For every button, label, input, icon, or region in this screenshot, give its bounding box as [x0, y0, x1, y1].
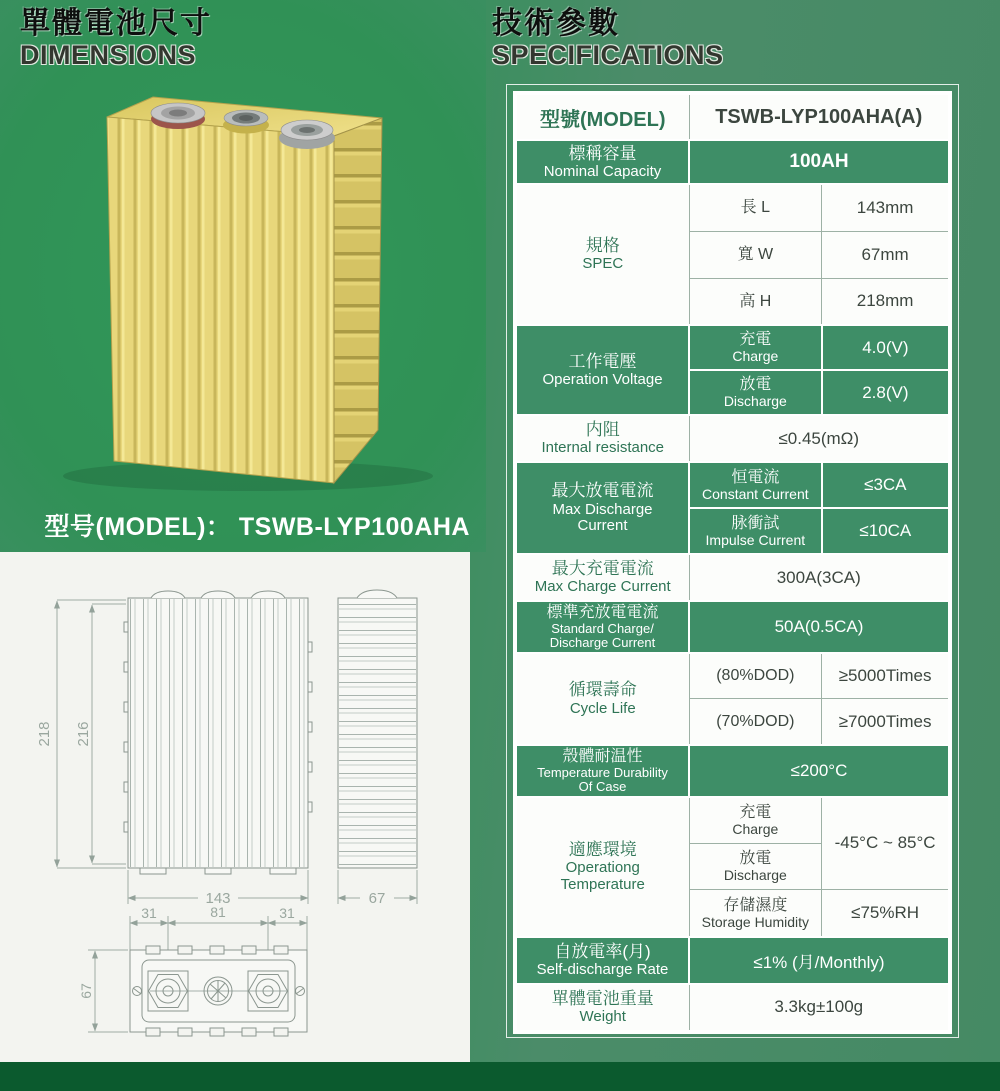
battery-terminal-negative: [151, 103, 205, 129]
voltage-discharge-label: 放電 Discharge: [689, 370, 822, 415]
row-optemp-charge: [515, 797, 950, 844]
specifications-title-en: SPECIFICATIONS: [492, 39, 724, 70]
maxdischarge-label-cell: 最大放電電流 Max Discharge Current: [515, 462, 689, 554]
row-case-temp: [515, 745, 950, 797]
dimension-drawings: [0, 552, 470, 1062]
dim-216: 216: [75, 721, 92, 747]
front-view-drawing: [124, 591, 312, 874]
row-cycle-80: [515, 653, 950, 699]
dim-81: 81: [210, 904, 226, 920]
dimensions-title-zh: 單體電池尺寸: [20, 7, 212, 40]
battery-front-face: [107, 117, 334, 483]
spec-length-label: 長 L: [689, 184, 822, 231]
capacity-label-cell: [515, 140, 689, 184]
bottom-band: [0, 1062, 1000, 1091]
maxcharge-label-cell: 最大充電電流 Max Charge Current: [515, 554, 689, 601]
resistance-label-cell: 内阻 Internal resistance: [515, 415, 689, 462]
row-maxdischarge-constant: [515, 462, 950, 508]
capacity-value-cell: 100AH: [689, 140, 950, 184]
specifications-title-zh: 技術參數: [492, 7, 620, 40]
spec-height-label: 高 H: [689, 278, 822, 325]
spec-table-frame: [506, 84, 959, 1038]
voltage-discharge-value: 2.8(V): [822, 370, 950, 415]
dod70-label: (70%DOD): [689, 699, 822, 745]
dimensions-header: [20, 8, 212, 69]
case-temp-label-cell: 殼體耐温性 Temperature Durability Of Case: [515, 745, 689, 797]
dod80-value: ≥5000Times: [822, 653, 950, 699]
row-standard-current: [515, 601, 950, 653]
optemp-range-value: -45°C ~ 85°C: [822, 797, 950, 890]
battery-vent-cap: [223, 110, 269, 134]
row-capacity: [515, 140, 950, 184]
spec-label-zh: 規格: [585, 236, 620, 256]
spec-length-value: 143mm: [822, 184, 950, 231]
impulse-current-label: 脉衝試 Impulse Current: [689, 508, 822, 554]
model-caption: 型号(MODEL)： TSWB-LYP100AHA: [44, 513, 470, 541]
row-maxcharge: [515, 554, 950, 601]
optemp-charge-label: 充電 Charge: [689, 797, 822, 844]
spec-label-cell: [515, 184, 689, 325]
spec-label-en: SPEC: [582, 255, 624, 273]
voltage-label-en: Operation Voltage: [542, 370, 663, 388]
model-label-cell: 型號(MODEL): [515, 93, 689, 140]
weight-value-cell: 3.3kg±100g: [689, 984, 950, 1032]
cycle-label-cell: 循環壽命 Cycle Life: [515, 653, 689, 745]
dim-67-side: 67: [368, 890, 386, 907]
dod80-label: (80%DOD): [689, 653, 822, 699]
resistance-value-cell: ≤0.45(mΩ): [689, 415, 950, 462]
capacity-label-zh: 標稱容量: [568, 143, 637, 163]
spec-table: [513, 91, 952, 1034]
row-model: [515, 93, 950, 140]
row-voltage-charge: [515, 325, 950, 370]
dod70-value: ≥7000Times: [822, 699, 950, 745]
dim-31-right: 31: [279, 905, 295, 921]
constant-current-label: 恒電流 Constant Current: [689, 462, 822, 508]
maxcharge-value-cell: 300A(3CA): [689, 554, 950, 601]
voltage-charge-value: 4.0(V): [822, 325, 950, 370]
standard-label-cell: 標準充放電電流 Standard Charge/ Discharge Current: [515, 601, 689, 653]
battery-photo: [10, 70, 470, 550]
battery-side-face: [334, 118, 382, 483]
battery-terminal-positive: [279, 120, 335, 149]
dim-218: 218: [36, 721, 53, 747]
dimensions-title-en: DIMENSIONS: [20, 39, 197, 70]
standard-value-cell: 50A(0.5CA): [689, 601, 950, 653]
row-resistance: [515, 415, 950, 462]
humidity-value: ≤75%RH: [822, 890, 950, 937]
impulse-current-value: ≤10CA: [822, 508, 950, 554]
row-weight: [515, 984, 950, 1032]
voltage-label-cell: [515, 325, 689, 415]
spec-width-value: 67mm: [822, 231, 950, 278]
case-temp-value-cell: ≤200°C: [689, 745, 950, 797]
side-view-drawing: [338, 590, 417, 868]
optemp-label-cell: 適應環境 Operationg Temperature: [515, 797, 689, 937]
humidity-label: 存儲濕度 Storage Humidity: [689, 890, 822, 937]
top-view-drawing: [130, 946, 307, 1036]
dim-31-left: 31: [141, 905, 157, 921]
weight-label-cell: 單體電池重量 Weight: [515, 984, 689, 1032]
spec-width-label: 寬 W: [689, 231, 822, 278]
row-spec-length: [515, 184, 950, 231]
capacity-label-en: Nominal Capacity: [543, 162, 662, 180]
voltage-label-zh: 工作電壓: [568, 351, 637, 371]
row-self-discharge: [515, 937, 950, 984]
constant-current-value: ≤3CA: [822, 462, 950, 508]
optemp-discharge-label: 放電 Discharge: [689, 844, 822, 890]
spec-height-value: 218mm: [822, 278, 950, 325]
self-discharge-value-cell: ≤1% (月/Monthly): [689, 937, 950, 984]
dim-143: 143: [205, 890, 231, 907]
drawing-panel: [0, 552, 470, 1062]
model-value-cell: TSWB-LYP100AHA(A): [689, 93, 950, 140]
specifications-header: [492, 8, 724, 69]
dim-67-top: 67: [78, 983, 94, 999]
voltage-charge-label: 充電 Charge: [689, 325, 822, 370]
self-discharge-label-cell: 自放電率(月) Self-discharge Rate: [515, 937, 689, 984]
